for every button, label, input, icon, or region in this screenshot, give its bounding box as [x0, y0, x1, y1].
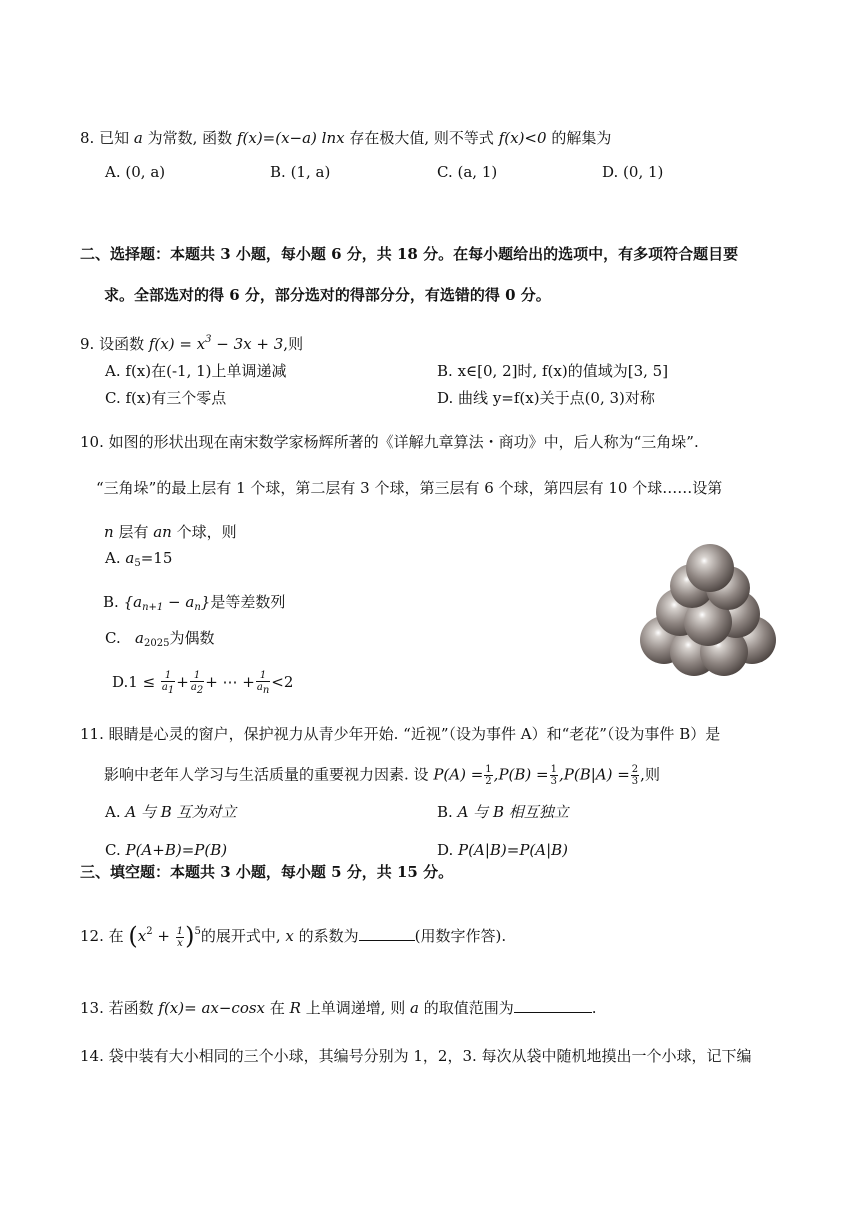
- q8-text: 为常数, 函数: [147, 129, 233, 147]
- q13-stem: 13. 若函数 f(x)= ax−cosx 在 R 上单调递增, 则 a 的取值范围为 .: [80, 999, 597, 1017]
- option-text: x∈[0, 2]时, f(x)的值域为[3, 5]: [457, 362, 669, 380]
- option-var: a: [125, 549, 135, 567]
- option-label: C.: [105, 629, 121, 647]
- triangular-ball-stack-image: [632, 540, 784, 680]
- section3-heading: 三、填空题：本题共 3 小题，每小题 5 分，共 15 分。: [80, 863, 454, 881]
- q8-option-c: [437, 162, 497, 182]
- option-label: B.: [103, 593, 119, 611]
- section2-heading-line1: 二、选择题：本题共 3 小题，每小题 6 分，共 18 分。在每小题给出的选项中，有多项符合题目要: [80, 245, 739, 263]
- q8-text: 的解集为: [551, 129, 612, 147]
- q8-option-a: [105, 162, 165, 182]
- q14-line1: 14. 袋中装有大小相同的三个小球，其编号分别为 1，2，3. 每次从袋中随机地摸出一个小球，记下编: [80, 1047, 752, 1065]
- q9-stem: [80, 330, 303, 354]
- option-text: (0, 1): [623, 163, 664, 181]
- q10-option-b: B. $\{a_{n+1} - a_n\}$是等差数列: [103, 593, 286, 613]
- q8-var-a: a: [133, 129, 143, 147]
- q8-option-d: [602, 162, 663, 182]
- q8-stem: [80, 128, 611, 148]
- option-text: f(x)在(-1, 1)上单调递减: [125, 362, 287, 380]
- q11-line2: 影响中老年人学习与生活质量的重要视力因素. 设 P(A) = $\frac{1}{2}$ ,P(B) = $\frac{1}{3}$ ,P(B|A) = $\frac{2}{3}$ ,则: [104, 764, 660, 787]
- q8-text: 已知: [99, 129, 130, 147]
- option-text: f(x)有三个零点: [125, 389, 227, 407]
- q9-text: 9. 设函数: [80, 335, 145, 353]
- ball-stack-svg: [632, 540, 784, 680]
- q8-inequality: f(x)<0: [498, 129, 547, 147]
- option-text: P(A|B)=P(A|B): [458, 841, 569, 859]
- q9-option-a: [105, 361, 287, 381]
- q11-option-b: [437, 802, 569, 822]
- section2-heading-line2: 求。全部选对的得 6 分，部分选对的得部分分，有选错的得 0 分。: [104, 286, 551, 304]
- option-text: P(A+B)=P(B): [125, 841, 228, 859]
- option-text: A 与 B 相互独立: [457, 803, 569, 821]
- option-label: A.: [105, 549, 121, 567]
- q11-option-c: [105, 840, 227, 860]
- option-label: B.: [270, 163, 286, 181]
- q9-function: $f(x) = x^3 - 3x + 3$: [148, 334, 284, 353]
- q11-option-a: [105, 802, 237, 822]
- option-label: C.: [437, 163, 453, 181]
- q10-line1: 10. 如图的形状出现在南宋数学家杨辉所著的《详解九章算法・商功》中，后人称为“三角垛”.: [80, 433, 699, 451]
- q10-option-a: A. $a_5=15$: [105, 549, 173, 569]
- q9-option-d: [437, 388, 655, 408]
- q11-option-d: [437, 840, 568, 860]
- option-text: A 与 B 互为对立: [125, 803, 237, 821]
- q12-stem: 12. 在 ($x^2$ + $\frac{1}{x}$ )$^5$的展开式中, x 的系数为 (用数字作答).: [80, 922, 507, 950]
- option-label: A.: [105, 163, 121, 181]
- q9-text: ,则: [283, 335, 304, 353]
- q9-option-b: [437, 361, 668, 381]
- option-label: C.: [105, 389, 121, 407]
- q8-function: f(x)=(x−a) lnx: [236, 129, 345, 147]
- option-label: D.: [437, 841, 454, 859]
- option-label: D.: [602, 163, 619, 181]
- q10-option-d: D.1 ≤ $\frac{1}{a1}$ + $\frac{1}{a2}$ + ⋯ + $\frac{1}{an}$ <2: [112, 670, 294, 696]
- q8-option-b: [270, 162, 330, 182]
- q9-option-c: [105, 388, 226, 408]
- q11-line1: 11. 眼睛是心灵的窗户，保护视力从青少年开始. “近视”（设为事件 A）和“老花”（设为事件 B）是: [80, 725, 721, 743]
- option-label: A.: [105, 803, 121, 821]
- option-label: C.: [105, 841, 121, 859]
- q8-text: 存在极大值, 则不等式: [349, 129, 494, 147]
- option-text: (1, a): [290, 163, 331, 181]
- option-label: A.: [105, 362, 121, 380]
- q12-answer-blank[interactable]: [359, 926, 415, 941]
- q10-line2: “三角垛”的最上层有 1 个球，第二层有 3 个球，第三层有 6 个球，第四层有 10 个球……设第: [96, 479, 723, 497]
- option-label: B.: [437, 362, 453, 380]
- q10-line3: n 层有 an 个球，则: [104, 523, 237, 541]
- q10-option-c: C. $a_{2025}$为偶数: [105, 629, 215, 649]
- option-label: B.: [437, 803, 453, 821]
- option-text: 曲线 y=f(x)关于点(0, 3)对称: [458, 389, 655, 407]
- q8-number: 8.: [80, 129, 95, 147]
- option-text: (a, 1): [457, 163, 498, 181]
- q13-answer-blank[interactable]: [514, 998, 592, 1013]
- option-math: $\{a_{n+1} - a_n\}$: [123, 593, 211, 613]
- option-var: a: [135, 629, 144, 647]
- option-text: (0, a): [125, 163, 166, 181]
- option-label: D.: [437, 389, 454, 407]
